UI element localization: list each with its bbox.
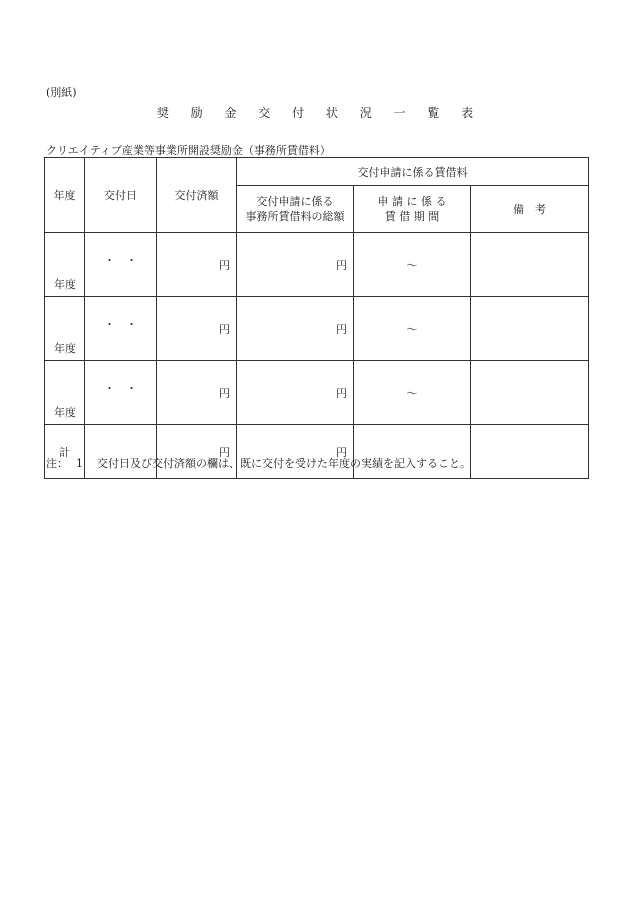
header-rent-total-line2: 事務所賃借料の総額 <box>245 210 345 223</box>
table-subtitle: クリエイティブ産業等事業所開設奨励金（事務所賃借料） <box>46 144 331 157</box>
page-label: (別紙) <box>46 86 77 99</box>
year-cell <box>45 233 85 297</box>
date-cell: ・ ・ <box>85 297 157 361</box>
year-cell <box>45 297 85 361</box>
header-rent-period-line2: 賃 借 期 間 <box>384 210 440 223</box>
granted-amount-cell: 円 <box>157 297 237 361</box>
table-header-row <box>45 158 589 186</box>
remarks-cell <box>471 233 589 297</box>
rent-period-cell: 〜 <box>354 233 471 297</box>
year-text: 年度 <box>54 342 76 355</box>
total-label-cell: 計 <box>45 425 85 479</box>
granted-amount-cell: 円 <box>157 233 237 297</box>
rent-total-cell: 円 <box>237 233 354 297</box>
total-rent-cell: 円 <box>237 425 354 479</box>
footnote <box>46 455 471 471</box>
footnote-text: 交付日及び交付済額の欄は、既に交付を受けた年度の実績を記入すること。 <box>97 457 471 470</box>
year-cell <box>45 361 85 425</box>
table-row <box>45 233 589 297</box>
header-fiscal-year: 年度 <box>45 158 85 233</box>
total-granted-cell: 円 <box>157 425 237 479</box>
rent-period-cell: 〜 <box>354 297 471 361</box>
header-remarks: 備 考 <box>471 186 589 233</box>
year-text: 年度 <box>54 278 76 291</box>
granted-amount-cell: 円 <box>157 361 237 425</box>
total-remarks-cell <box>471 425 589 479</box>
header-rent-group: 交付申請に係る賃借料 <box>237 158 589 186</box>
remarks-cell <box>471 361 589 425</box>
document-title: 奨 励 金 交 付 状 況 一 覧 表 <box>156 106 483 120</box>
grant-status-table <box>44 157 589 479</box>
year-text: 年度 <box>54 406 76 419</box>
header-granted-amount: 交付済額 <box>157 158 237 233</box>
header-grant-date: 交付日 <box>85 158 157 233</box>
rent-period-cell: 〜 <box>354 361 471 425</box>
table-row <box>45 297 589 361</box>
header-rent-period <box>354 186 471 233</box>
table-row <box>45 361 589 425</box>
footnote-prefix: 注： <box>46 457 68 470</box>
date-cell: ・ ・ <box>85 361 157 425</box>
rent-total-cell: 円 <box>237 361 354 425</box>
header-rent-total <box>237 186 354 233</box>
rent-total-cell: 円 <box>237 297 354 361</box>
header-rent-total-line1: 交付申請に係る <box>256 195 334 208</box>
header-rent-period-line1: 申 請 に 係 る <box>377 195 447 208</box>
remarks-cell <box>471 297 589 361</box>
footnote-number: 1 <box>76 457 83 470</box>
date-cell: ・ ・ <box>85 233 157 297</box>
